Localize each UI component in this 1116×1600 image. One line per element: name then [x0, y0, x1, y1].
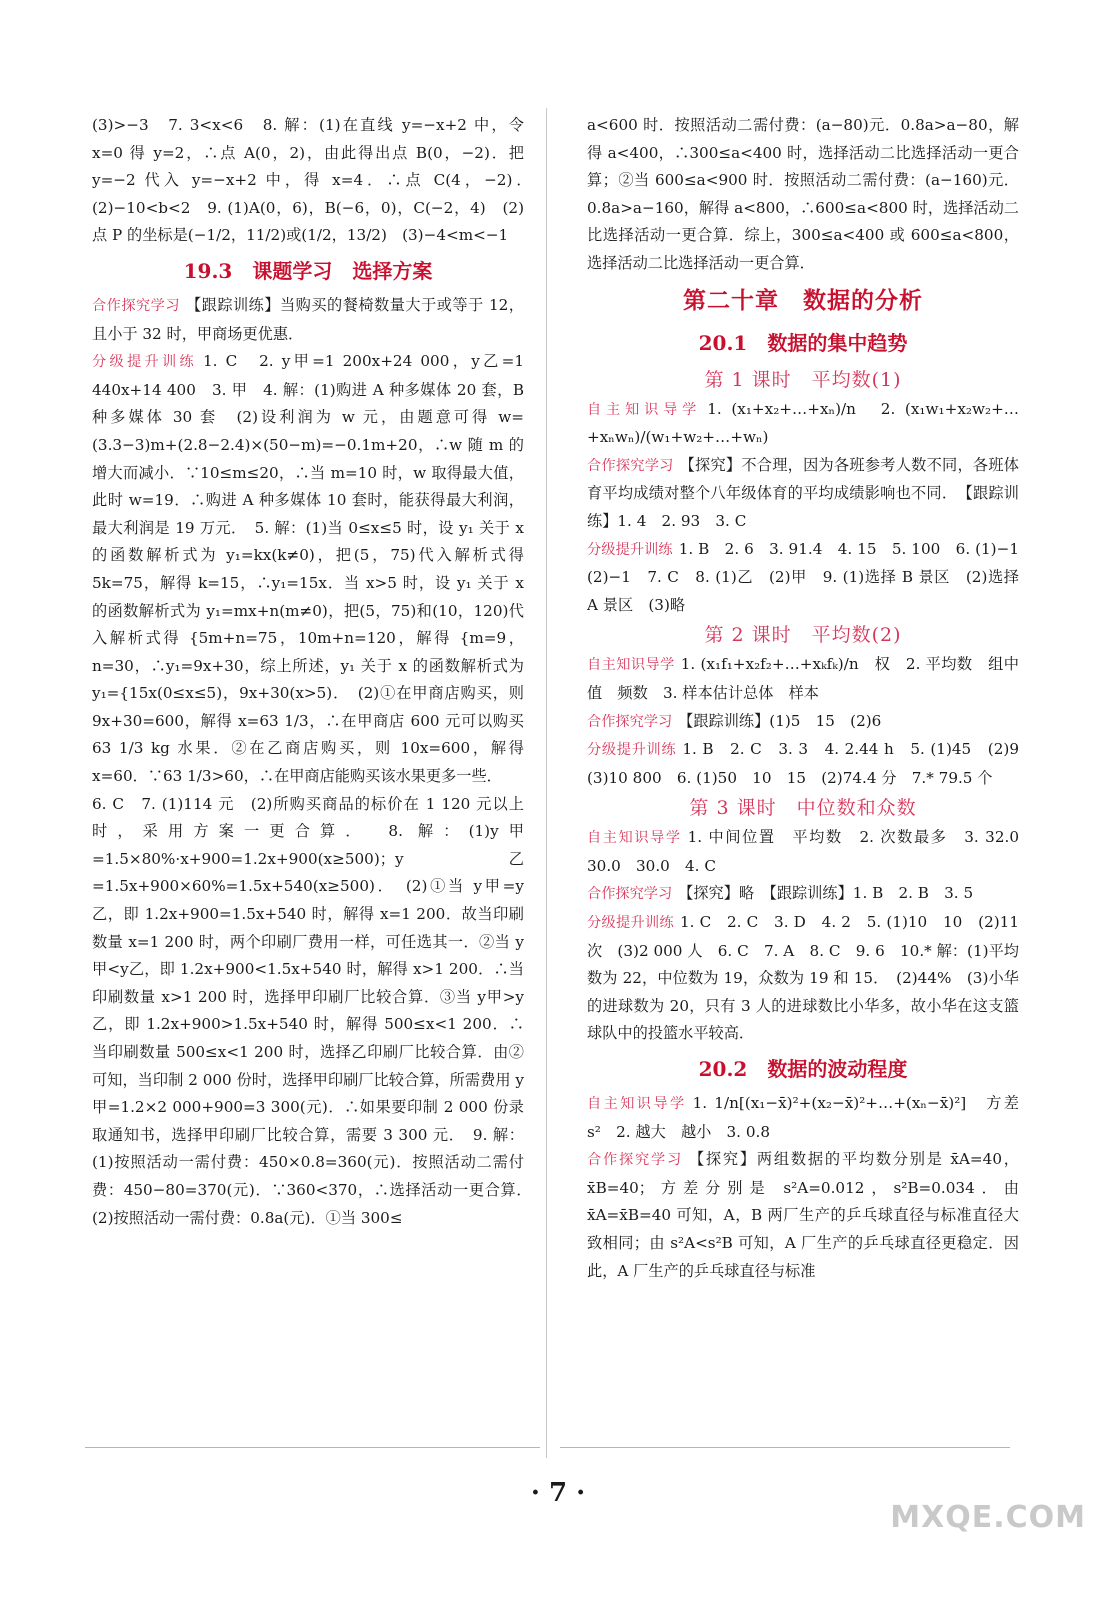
answer-block-9-cont: a<600 时．按照活动二需付费：(a−80)元．0.8a>a−80，解得 a<400，∴300≤a<400 时，选择活动二比选择活动一更合算；②当 600≤a<900 时．按照活动二需付费：(a−160)元．0.8a>a−160，解得 a<800，∴600≤a<800 时，选择活动二比选择活动一更合算．综上，300≤a<400 或 600≤a<800，选择活动二比选择活动一更合算． [587, 116, 1019, 272]
watermark-logo: MXQE.COM [890, 1500, 1086, 1535]
left-column [92, 112, 540, 1232]
lesson-title-3: 第 3 课时 中位数和众数 [689, 797, 917, 820]
l2-zizhu: 自主知识导学 1. (x₁f₁+x₂f₂+…+xₖfₖ)/n 权 2. 平均数 组中值 频数 3. 样本估计总体 样本 [587, 655, 1019, 702]
l1-hezuo: 合作探究学习 【探究】不合理，因为各班参考人数不同，各班体育平均成绩对整个八年级体育的平均成绩影响也不同． 【跟踪训练】1. 4 2. 93 3. C [587, 455, 1019, 530]
fenji-tag: 分级提升训练 [92, 354, 198, 371]
l3-zizhu: 自主知识导学 1. 中间位置 平均数 2. 次数最多 3. 32.0 30.0 30.0 4. C [587, 828, 1035, 875]
section-title-20-2: 20.2 数据的波动程度 [698, 1057, 908, 1082]
l1-fenji: 分级提升训练 1. B 2. 6 3. 91.4 4. 15 5. 100 6. (1)−1 (2)−1 7. C 8. (1)乙 (2)甲 9. (1)选择 B 景区 (2)选择 A 景区 (3)略 [587, 539, 1035, 614]
answer-block-6-9: 6. C 7. (1)114 元 (2)所购买商品的标价在 1 120 元以上时，采用方案一更合算． 8. 解：(1)y甲=1.5×80%·x+900=1.2x+900(x≥500)；y乙=1.5x+900×60%=1.5x+540(x≥500)． (2)①当 y甲=y乙，即 1.2x+900=1.5x+540 时，解得 x=1 200．故当印刷数量 x=1 200 时，两个印刷厂费用一样，可任选其一．②当 y甲<y乙，即 1.2x+900<1.5x+540 时，解得 x>1 200．∴当印刷数量 x>1 200 时，选择甲印刷厂比较合算．③当 y甲>y乙，即 1.2x+900>1.5x+540 时，解得 500≤x<1 200．∴当印刷数量 500≤x<1 200 时，选择乙印刷厂比较合算．由②可知，当印制 2 000 份时，选择甲印刷厂比较合算，所需费用 y甲=1.2×2 000+900=3 300(元)．∴如果要印制 2 000 份录取通知书，选择甲印刷厂比较合算，需要 3 300 元． 9. 解：(1)按照活动一需付费：450×0.8=360(元)．按照活动二需付费：450−80=370(元)．∵360<370，∴选择活动一更合算． (2)按照活动一需付费：0.8a(元)．①当 300≤ [92, 794, 540, 1227]
right-column [587, 112, 1035, 1285]
column-divider [546, 108, 547, 1458]
fenji-paragraph: 分级提升训练 1. C 2. y甲=1 200x+24 000，y乙=1 440x+14 400 3. 甲 4. 解：(1)购进 A 种多媒体 20 套，B 种多媒体 30 套 (2)设利润为 w 元，由题意可得 w=(3.3−3)m+(2.8−2.4)×(50−m)=−0.1m+20，∴w 随 m 的增大而减小．∵10≤m≤20，∴当 m=10 时，w 取得最大值，此时 w=19．∴购进 A 种多媒体 10 套时，能获得最大利润，最大利润是 19 万元． 5. 解：(1)当 0≤x≤5 时，设 y₁ 关于 x 的函数解析式为 y₁=kx(k≠0)，把(5，75)代入解析式得 5k=75，解得 k=15，∴y₁=15x．当 x>5 时，设 y₁ 关于 x 的函数解析式为 y₁=mx+n(m≠0)，把(5，75)和(10，120)代入解析式得 {5m+n=75，10m+n=120，解得 {m=9，n=30，∴y₁=9x+30，综上所述，y₁ 关于 x 的函数解析式为 y₁={15x(0≤x≤5)，9x+30(x>5)． (2)①在甲商店购买，则 9x+30=600，解得 x=63 1/3，∴在甲商店 600 元可以购买 63 1/3 kg 水果．②在乙商店购买，则 10x=600，解得 x=60．∵63 1/3>60，∴在甲商店能购买该水果更多一些． [92, 352, 524, 786]
hezuo-paragraph: 合作探究学习 【跟踪训练】当购买的餐椅数量大于或等于 12，且小于 32 时，甲商场更优惠． [92, 295, 524, 343]
l3-fenji: 分级提升训练 1. C 2. C 3. D 4. 2 5. (1)10 10 (2)11 次 (3)2 000 人 6. C 7. A 8. C 9. 6 10.* 解：(1)平均数为 22，中位数为 19，众数为 19 和 15． (2)44% (3)小华的进球数为 20，只有 3 人的进球数比小华多，故小华在这支篮球队中的投篮水平较高． [587, 913, 1019, 1043]
bottom-rule-right [560, 1447, 1010, 1448]
s2-hezuo: 合作探究学习 【探究】两组数据的平均数分别是 x̄A=40，x̄B=40；方差分别是 s²A=0.012，s²B=0.034．由 x̄A=x̄B=40 可知，A，B 两厂生产的乒乓球直径与标准直径大致相同；由 s²A<s²B 可知，A 厂生产的乒乓球直径更稳定．因此，A 厂生产的乒乓球直径与标准 [587, 1150, 1019, 1280]
l1-zizhu: 自主知识导学 1. (x₁+x₂+…+xₙ)/n 2. (x₁w₁+x₂w₂+…+xₙwₙ)/(w₁+w₂+…+wₙ) [587, 399, 1019, 447]
hezuo-tag: 合作探究学习 [92, 297, 181, 314]
page-number: · 7 · [530, 1478, 586, 1508]
section-title-20-1: 20.1 数据的集中趋势 [698, 330, 908, 355]
section-title-19-3: 19.3 课题学习 选择方案 [183, 258, 433, 283]
lesson-title-1: 第 1 课时 平均数(1) [704, 368, 902, 391]
l3-hezuo: 合作探究学习 【探究】略 【跟踪训练】1. B 2. B 3. 5 [587, 884, 974, 903]
l2-hezuo: 合作探究学习 【跟踪训练】(1)5 15 (2)6 [587, 711, 882, 730]
s2-zizhu: 自主知识导学 1. 1/n[(x₁−x̄)²+(x₂−x̄)²+…+(xₙ−x̄)²] 方差 s² 2. 越大 越小 3. 0.8 [587, 1094, 1035, 1141]
l2-fenji: 分级提升训练 1. B 2. C 3. 3 4. 2.44 h 5. (1)45 (2)9 (3)10 800 6. (1)50 10 15 (2)74.4 分 7.* 79.5 个 [587, 740, 1035, 787]
chapter-title-20: 第二十章 数据的分析 [683, 286, 923, 314]
lesson-title-2: 第 2 课时 平均数(2) [704, 624, 902, 647]
answer-block-19-2-tail: (3)>−3 7. 3<x<6 8. 解：(1)在直线 y=−x+2 中，令 x=0 得 y=2，∴点 A(0，2)，由此得出点 B(0，−2)．把 y=−2 代入 y=−x+2 中，得 x=4．∴点 C(4，−2)． (2)−10<b<2 9. (1)A(0，6)，B(−6，0)，C(−2，4) (2)点 P 的坐标是(−1/2，11/2)或(1/2，13/2) (3)−4<m<−1 [92, 116, 540, 245]
bottom-rule-left [85, 1447, 540, 1448]
